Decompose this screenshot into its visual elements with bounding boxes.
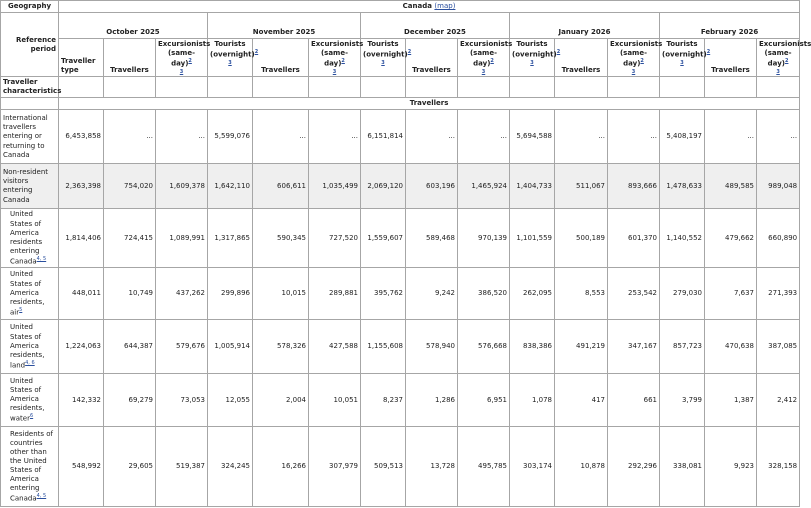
- footnote-link[interactable]: 4, 6: [25, 359, 35, 366]
- data-cell: 279,030: [660, 268, 705, 320]
- data-cell: 2,412: [757, 374, 800, 427]
- col-header-travellers: Travellers: [555, 39, 608, 77]
- data-cell: 727,520: [309, 209, 361, 268]
- travellers-band-label: Travellers: [59, 98, 800, 110]
- footnote-link[interactable]: 2: [188, 58, 192, 65]
- row-label-text: United States of America residents, land: [10, 323, 45, 370]
- data-cell: 9,923: [705, 427, 757, 507]
- col-header-excursionists: [757, 39, 811, 77]
- data-cell: 579,676: [156, 320, 208, 374]
- data-cell: 661: [608, 374, 660, 427]
- data-cell: 660,890: [757, 209, 800, 268]
- footnote-link[interactable]: 3: [776, 68, 780, 75]
- col-header-excursionists: [156, 39, 211, 77]
- data-cell: 1,465,924: [458, 164, 510, 209]
- data-cell: 299,896: [208, 268, 253, 320]
- footnote-link[interactable]: 4, 5: [36, 255, 47, 262]
- col-header-tourists-label: Tourists (overnight): [363, 40, 408, 59]
- reference-period-label: Reference period: [1, 13, 59, 77]
- table-row: [1, 320, 800, 374]
- data-cell: 8,237: [361, 374, 406, 427]
- data-cell: 437,262: [156, 268, 208, 320]
- data-cell: 69,279: [104, 374, 156, 427]
- row-label: [1, 209, 59, 268]
- col-header-travellers: Travellers: [104, 39, 156, 77]
- data-cell: 5,408,197: [660, 110, 705, 164]
- data-cell: 10,051: [309, 374, 361, 427]
- data-cell: 578,940: [406, 320, 458, 374]
- data-cell: 511,067: [555, 164, 608, 209]
- data-cell: 589,468: [406, 209, 458, 268]
- footnote-link[interactable]: 6: [29, 413, 34, 420]
- month-header-dec-2025: December 2025: [361, 13, 510, 39]
- data-cell: 12,055: [208, 374, 253, 427]
- row-label-text: United States of America residents, water: [10, 376, 45, 423]
- col-header-tourists-label: Tourists (overnight): [662, 40, 707, 59]
- data-cell: ...: [608, 110, 660, 164]
- footnote-link[interactable]: 3: [530, 59, 534, 66]
- data-cell: 603,196: [406, 164, 458, 209]
- data-cell: 724,415: [104, 209, 156, 268]
- data-cell: 2,363,398: [59, 164, 104, 209]
- col-header-travellers: Travellers: [406, 39, 458, 77]
- data-cell: ...: [253, 110, 309, 164]
- data-cell: 289,881: [309, 268, 361, 320]
- data-cell: 73,053: [156, 374, 208, 427]
- col-header-excursionists-label: Excursionists (same-day): [460, 40, 513, 68]
- row-label: [1, 320, 59, 374]
- data-cell: 262,095: [510, 268, 555, 320]
- data-cell: 1,101,559: [510, 209, 555, 268]
- col-header-travellers: Travellers: [705, 39, 757, 77]
- data-cell: 1,140,552: [660, 209, 705, 268]
- footnote-link[interactable]: 2: [706, 49, 711, 56]
- footnote-link[interactable]: 2: [640, 58, 644, 65]
- data-cell: 253,542: [608, 268, 660, 320]
- col-header-excursionists-label: Excursionists (same-day): [610, 40, 663, 68]
- row-label: [1, 427, 59, 507]
- data-cell: ...: [555, 110, 608, 164]
- data-cell: 479,662: [705, 209, 757, 268]
- col-header-tourists-label: Tourists (overnight): [210, 40, 255, 59]
- data-cell: 427,588: [309, 320, 361, 374]
- data-cell: 1,089,991: [156, 209, 208, 268]
- data-cell: 1,642,110: [208, 164, 253, 209]
- data-cell: ...: [757, 110, 800, 164]
- footnote-link[interactable]: 3: [680, 59, 684, 66]
- data-cell: 448,011: [59, 268, 104, 320]
- traveller-type-label: Traveller type: [59, 39, 104, 77]
- data-cell: 6,951: [458, 374, 510, 427]
- data-cell: 576,668: [458, 320, 510, 374]
- table-row: [1, 209, 800, 268]
- data-cell: 989,048: [757, 164, 800, 209]
- footnote-link[interactable]: 3: [228, 59, 232, 66]
- data-cell: 328,158: [757, 427, 800, 507]
- row-label: [1, 374, 59, 427]
- table-row: [1, 110, 800, 164]
- month-header-nov-2025: November 2025: [208, 13, 361, 39]
- col-header-excursionists-label: Excursionists (same-day): [311, 40, 364, 68]
- data-cell: 2,004: [253, 374, 309, 427]
- data-cell: 606,611: [253, 164, 309, 209]
- data-cell: 590,345: [253, 209, 309, 268]
- col-header-tourists-label: Tourists (overnight): [512, 40, 557, 59]
- data-cell: 1,478,633: [660, 164, 705, 209]
- data-cell: 1,387: [705, 374, 757, 427]
- data-cell: 10,015: [253, 268, 309, 320]
- data-cell: 386,520: [458, 268, 510, 320]
- row-label: [1, 164, 59, 209]
- data-cell: 500,189: [555, 209, 608, 268]
- col-header-excursionists-label: Excursionists (same-day): [158, 40, 211, 68]
- footnote-link[interactable]: 3: [481, 68, 486, 75]
- data-cell: 142,332: [59, 374, 104, 427]
- sub-header-row: [1, 39, 800, 77]
- data-cell: 5,694,588: [510, 110, 555, 164]
- data-cell: 1,559,607: [361, 209, 406, 268]
- data-cell: 519,387: [156, 427, 208, 507]
- footnote-link[interactable]: 2: [341, 58, 345, 65]
- data-cell: 324,245: [208, 427, 253, 507]
- data-cell: 7,637: [705, 268, 757, 320]
- month-header-feb-2026: February 2026: [660, 13, 800, 39]
- table-row: [1, 374, 800, 427]
- data-cell: 338,081: [660, 427, 705, 507]
- data-cell: 16,266: [253, 427, 309, 507]
- data-cell: ...: [156, 110, 208, 164]
- footnote-link[interactable]: 2: [254, 49, 259, 56]
- data-cell: ...: [104, 110, 156, 164]
- data-cell: 303,174: [510, 427, 555, 507]
- table-row: [1, 164, 800, 209]
- data-cell: 395,762: [361, 268, 406, 320]
- row-label: [1, 268, 59, 320]
- data-cell: 417: [555, 374, 608, 427]
- col-header-travellers: Travellers: [253, 39, 309, 77]
- footnote-link[interactable]: 2: [784, 58, 789, 65]
- col-header-excursionists: [608, 39, 663, 77]
- data-cell: 29,605: [104, 427, 156, 507]
- footnote-link[interactable]: 2: [556, 49, 561, 56]
- data-cell: 6,151,814: [361, 110, 406, 164]
- footnote-link[interactable]: 3: [179, 68, 184, 75]
- col-header-tourists: [660, 39, 711, 77]
- data-cell: 1,317,865: [208, 209, 253, 268]
- row-label-text: United States of America residents, air: [10, 270, 45, 317]
- data-cell: 838,386: [510, 320, 555, 374]
- geography-value: Canada: [402, 2, 432, 10]
- data-cell: 347,167: [608, 320, 660, 374]
- table-row: [1, 427, 800, 507]
- data-cell: 1,404,733: [510, 164, 555, 209]
- data-cell: 307,979: [309, 427, 361, 507]
- row-label-text: United States of America residents entering Canada: [10, 210, 43, 266]
- footnote-link[interactable]: 3: [631, 68, 636, 75]
- data-cell: 1,224,063: [59, 320, 104, 374]
- col-header-tourists: [208, 39, 259, 77]
- data-cell: 491,219: [555, 320, 608, 374]
- data-cell: 10,749: [104, 268, 156, 320]
- data-cell: 387,085: [757, 320, 800, 374]
- data-cell: 495,785: [458, 427, 510, 507]
- data-cell: 3,799: [660, 374, 705, 427]
- row-label-text: Non-resident visitors entering Canada: [3, 168, 49, 204]
- footnote-link[interactable]: 3: [332, 68, 337, 75]
- month-header-jan-2026: January 2026: [510, 13, 660, 39]
- col-header-tourists: [510, 39, 561, 77]
- footnote-link[interactable]: 2: [407, 49, 412, 56]
- data-cell: 509,513: [361, 427, 406, 507]
- data-cell: 1,005,914: [208, 320, 253, 374]
- data-cell: 1,155,608: [361, 320, 406, 374]
- month-header-oct-2025: October 2025: [59, 13, 208, 39]
- data-cell: 893,666: [608, 164, 660, 209]
- data-cell: 292,296: [608, 427, 660, 507]
- data-cell: 548,992: [59, 427, 104, 507]
- data-cell: ...: [705, 110, 757, 164]
- data-cell: 9,242: [406, 268, 458, 320]
- data-cell: 1,078: [510, 374, 555, 427]
- data-cell: 1,035,499: [309, 164, 361, 209]
- data-cell: 271,393: [757, 268, 800, 320]
- data-cell: 489,585: [705, 164, 757, 209]
- data-cell: 470,638: [705, 320, 757, 374]
- table-row: [1, 268, 800, 320]
- data-cell: 2,069,120: [361, 164, 406, 209]
- data-cell: 6,453,858: [59, 110, 104, 164]
- col-header-tourists: [361, 39, 412, 77]
- col-header-excursionists: [458, 39, 513, 77]
- data-cell: 970,139: [458, 209, 510, 268]
- geography-value-cell: [59, 1, 800, 13]
- footnote-link[interactable]: 4, 5: [36, 493, 47, 500]
- row-label-text: Residents of countries other than the United States of America entering Canada: [10, 429, 53, 503]
- footnote-link[interactable]: 2: [490, 58, 494, 65]
- geography-label: Geography: [1, 1, 59, 13]
- data-cell: 578,326: [253, 320, 309, 374]
- data-cell: 1,286: [406, 374, 458, 427]
- data-cell: 5,599,076: [208, 110, 253, 164]
- data-cell: 13,728: [406, 427, 458, 507]
- row-label-text: International travellers entering or returning to Canada: [3, 114, 48, 159]
- col-header-excursionists-label: Excursionists (same-day): [759, 40, 811, 68]
- traveller-characteristics-label: Traveller characteristics: [1, 77, 59, 98]
- data-cell: ...: [458, 110, 510, 164]
- data-cell: ...: [406, 110, 458, 164]
- row-label: [1, 110, 59, 164]
- data-cell: 10,878: [555, 427, 608, 507]
- data-cell: 644,387: [104, 320, 156, 374]
- data-cell: 754,020: [104, 164, 156, 209]
- data-cell: ...: [309, 110, 361, 164]
- data-cell: 857,723: [660, 320, 705, 374]
- footnote-link[interactable]: 3: [381, 59, 385, 66]
- col-header-excursionists: [309, 39, 364, 77]
- map-link[interactable]: (map): [434, 2, 456, 10]
- data-cell: 1,814,406: [59, 209, 104, 268]
- data-cell: 601,370: [608, 209, 660, 268]
- data-cell: 1,609,378: [156, 164, 208, 209]
- footnote-link[interactable]: 5: [19, 306, 23, 313]
- data-cell: 8,553: [555, 268, 608, 320]
